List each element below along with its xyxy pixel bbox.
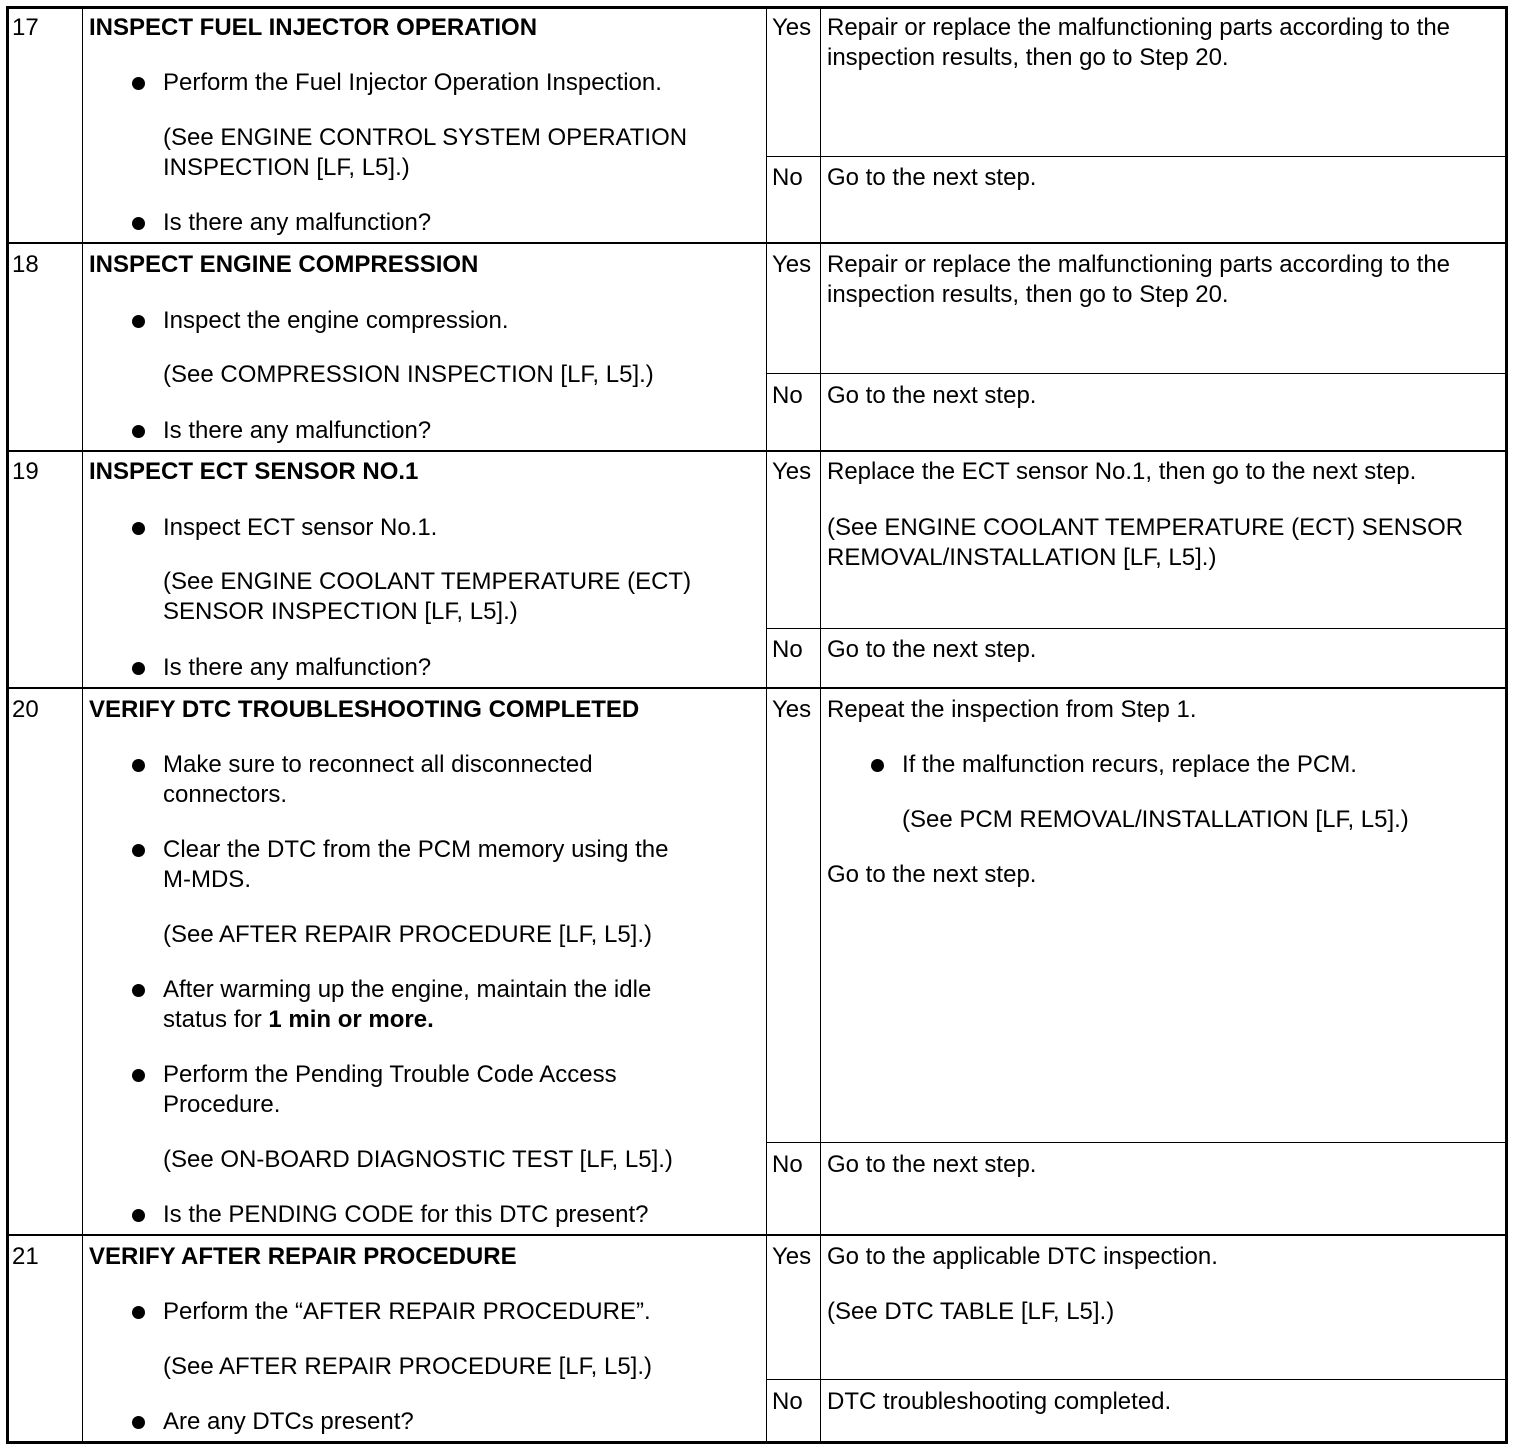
yes-action: inspection results, then go to Step 20. [827,281,1229,308]
step-instruction: Inspect ECT sensor No.1. [163,514,438,541]
bullet-icon [132,1416,145,1429]
yes-no-divider [766,156,1506,157]
step-instruction: Perform the “AFTER REPAIR PROCEDURE”. [163,1298,651,1325]
step-number: 17 [12,14,39,41]
yes-action: If the malfunction recurs, replace the PCM. [902,751,1357,778]
step-question: Is there any malfunction? [163,654,432,681]
step-title: VERIFY AFTER REPAIR PROCEDURE [89,1243,517,1270]
yes-reference: (See PCM REMOVAL/INSTALLATION [LF, L5].) [902,806,1409,833]
step-reference: (See AFTER REPAIR PROCEDURE [LF, L5].) [163,1353,653,1380]
step-title: VERIFY DTC TROUBLESHOOTING COMPLETED [89,696,640,723]
bullet-icon [132,984,145,997]
column-divider [766,8,767,1442]
step-instruction: connectors. [163,781,288,808]
yes-no-divider [766,373,1506,374]
bullet-icon [132,77,145,90]
step-question: Are any DTCs present? [163,1408,414,1435]
yes-label: Yes [772,458,812,485]
no-action: Go to the next step. [827,1151,1037,1178]
bullet-icon [132,1209,145,1222]
no-action: Go to the next step. [827,636,1037,663]
step-reference: (See ON-BOARD DIAGNOSTIC TEST [LF, L5].) [163,1146,673,1173]
row-divider [8,1234,1506,1236]
step-reference: (See ENGINE COOLANT TEMPERATURE (ECT) [163,568,692,595]
step-number: 20 [12,696,39,723]
bullet-icon [132,425,145,438]
bullet-icon [132,217,145,230]
step-question: Is there any malfunction? [163,209,432,236]
step-reference: (See COMPRESSION INSPECTION [LF, L5].) [163,361,654,388]
row-divider [8,450,1506,452]
bullet-icon [871,759,884,772]
step-question: Is the PENDING CODE for this DTC present? [163,1201,649,1228]
no-label: No [772,164,803,191]
yes-reference: (See ENGINE COOLANT TEMPERATURE (ECT) SENSOR [827,514,1464,541]
yes-no-divider [766,1142,1506,1143]
yes-action: inspection results, then go to Step 20. [827,44,1229,71]
bullet-icon [132,1306,145,1319]
step-instruction: Perform the Pending Trouble Code Access [163,1061,617,1088]
step-number: 18 [12,251,39,278]
step-instruction: Procedure. [163,1091,281,1118]
bullet-icon [132,662,145,675]
step-reference: (See ENGINE CONTROL SYSTEM OPERATION [163,124,688,151]
step-reference: SENSOR INSPECTION [LF, L5].) [163,598,518,625]
yes-action: Repair or replace the malfunctioning parts according to the [827,14,1451,41]
yes-action: Repeat the inspection from Step 1. [827,696,1197,723]
no-label: No [772,1151,803,1178]
yes-label: Yes [772,251,812,278]
column-divider [820,8,821,1442]
no-label: No [772,1388,803,1415]
step-number: 21 [12,1243,39,1270]
bullet-icon [132,1069,145,1082]
step-instruction: After warming up the engine, maintain the idle [163,976,652,1003]
yes-reference: REMOVAL/INSTALLATION [LF, L5].) [827,544,1217,571]
bullet-icon [132,759,145,772]
bullet-icon [132,844,145,857]
yes-label: Yes [772,1243,812,1270]
yes-action: Go to the next step. [827,861,1037,888]
step-instruction: M-MDS. [163,866,251,893]
no-action: Go to the next step. [827,382,1037,409]
step-reference: (See AFTER REPAIR PROCEDURE [LF, L5].) [163,921,653,948]
step-question: Is there any malfunction? [163,417,432,444]
yes-action: Repair or replace the malfunctioning parts according to the [827,251,1451,278]
step-instruction-text: status for [163,1006,269,1033]
yes-no-divider [766,1379,1506,1380]
no-action: Go to the next step. [827,164,1037,191]
step-title: INSPECT ECT SENSOR NO.1 [89,458,419,485]
yes-action: Go to the applicable DTC inspection. [827,1243,1218,1270]
row-divider [8,687,1506,689]
step-instruction-emphasis: 1 min or more [268,1006,428,1033]
no-label: No [772,636,803,663]
yes-label: Yes [772,696,812,723]
step-instruction: Make sure to reconnect all disconnected [163,751,593,778]
step-instruction: Perform the Fuel Injector Operation Inspection. [163,69,662,96]
step-title: INSPECT FUEL INJECTOR OPERATION [89,14,538,41]
yes-label: Yes [772,14,812,41]
no-label: No [772,382,803,409]
step-instruction-period: . [427,1006,434,1033]
yes-reference: (See DTC TABLE [LF, L5].) [827,1298,1115,1325]
step-instruction: Clear the DTC from the PCM memory using the [163,836,669,863]
yes-no-divider [766,628,1506,629]
step-instruction-line [163,1005,434,1035]
bullet-icon [132,522,145,535]
yes-action: Replace the ECT sensor No.1, then go to the next step. [827,458,1417,485]
column-divider [82,8,83,1442]
step-instruction: Inspect the engine compression. [163,307,509,334]
no-action: DTC troubleshooting completed. [827,1388,1172,1415]
step-reference: INSPECTION [LF, L5].) [163,154,410,181]
step-title: INSPECT ENGINE COMPRESSION [89,251,479,278]
bullet-icon [132,315,145,328]
row-divider [8,242,1506,244]
step-number: 19 [12,458,39,485]
